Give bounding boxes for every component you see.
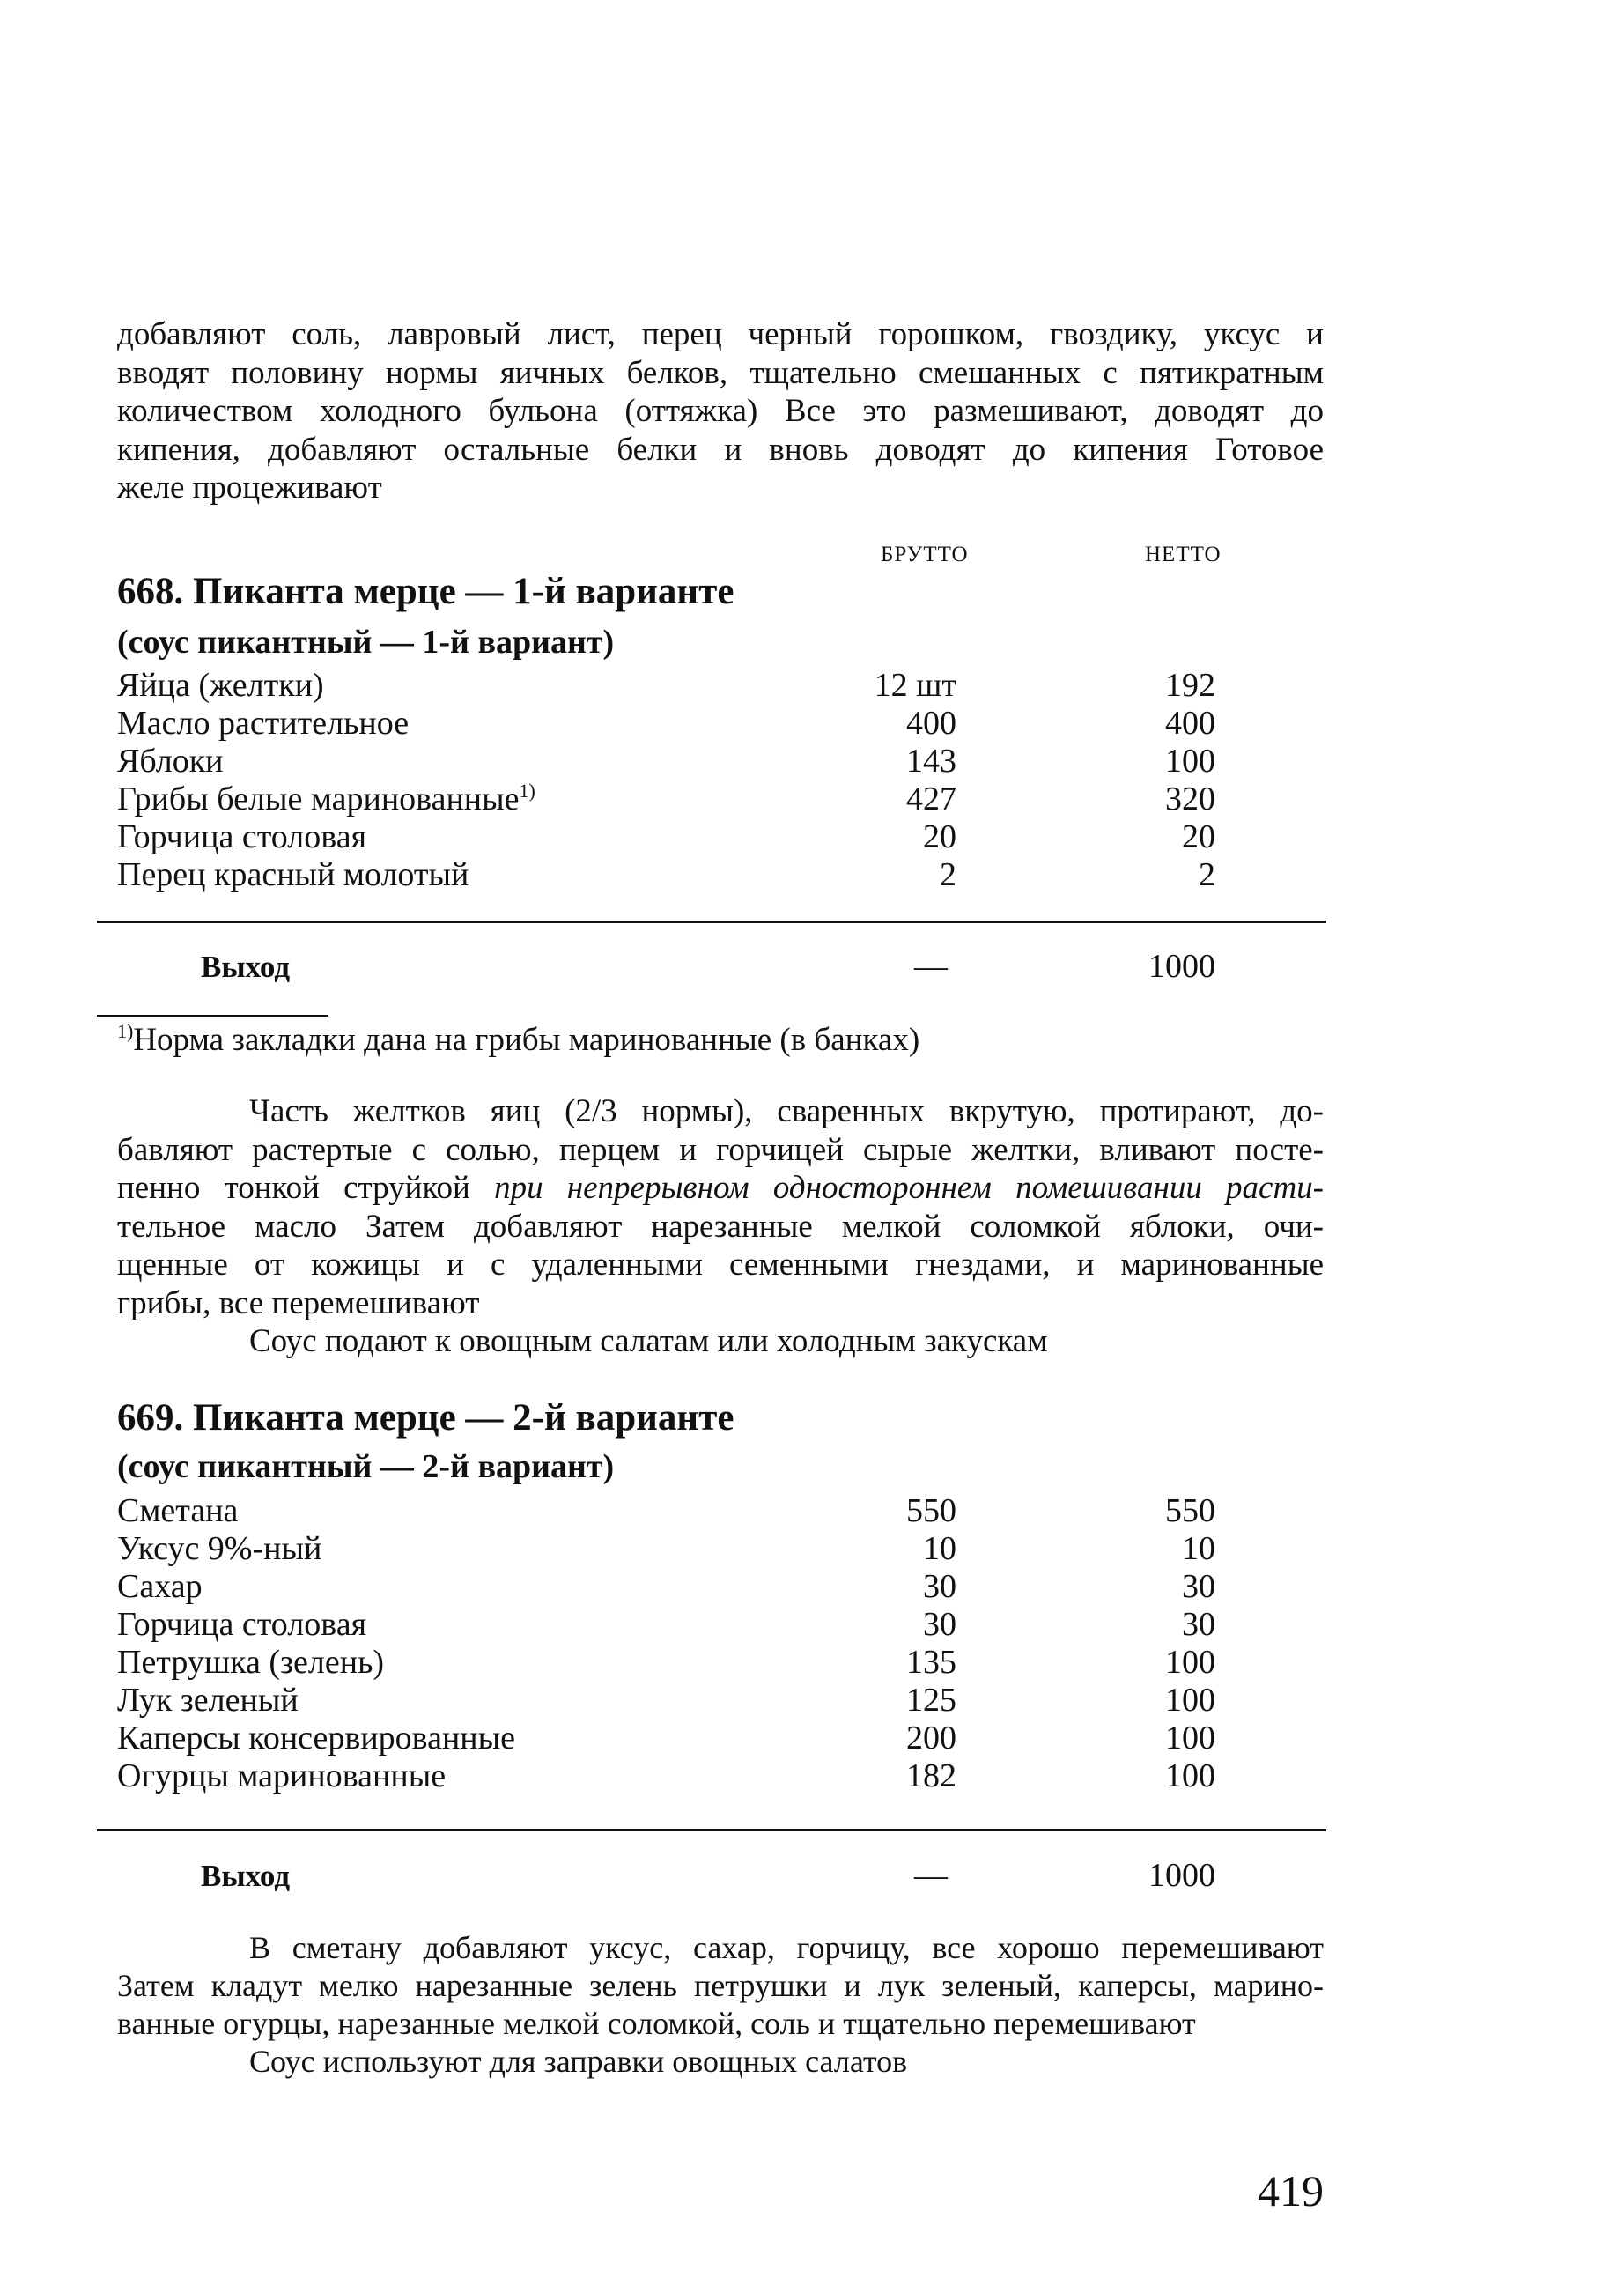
text-line: Соус подают к овощным салатам или холодным закускам [249,1323,1048,1359]
text-line: вводят половину нормы яичных белков, тщательно смешанных с пятикратным [117,354,1324,391]
column-header-brutto: БРУТТО [881,543,969,566]
text-line: Часть желтков яиц (2/3 нормы), сваренных вкрутую, протирают, до- [249,1093,1324,1129]
ingredient-name: Лук зеленый [117,1682,299,1719]
netto-value: 100 [1165,1720,1215,1757]
netto-value: 100 [1165,743,1215,780]
text-line: количеством холодного бульона (оттяжка) Все это размешивают, доводят до [117,393,1324,429]
column-header-netto: НЕТТО [1145,543,1222,566]
recipe-668-method [117,1092,1324,1361]
table-divider [97,1829,1326,1831]
recipe-669-method [117,1929,1324,2081]
yield-brutto: — [914,948,948,985]
brutto-value: 20 [923,818,956,855]
netto-value: 100 [1165,1682,1215,1719]
recipe-668-title: 668. Пиканта мерце — 1-й варианте [117,571,734,612]
text-line: добавляют соль, лавровый лист, перец черный горошком, гвоздику, уксус и [117,316,1324,352]
text-line: щенные от кожицы и с удаленными семенными гнездами, и маринованные [117,1246,1324,1283]
brutto-value: 182 [906,1757,956,1794]
brutto-value: 2 [940,856,956,893]
yield-brutto: — [914,1857,948,1894]
footnote-mark: 1) [117,1020,134,1042]
ingredient-name-text: Грибы белые маринованные [117,780,520,817]
ingredient-name: Сметана [117,1492,239,1529]
brutto-value: 30 [923,1568,956,1605]
brutto-value: 12 шт [874,667,956,704]
footnote [117,1020,919,1059]
recipe-669-title: 669. Пиканта мерце — 2-й варианте [117,1397,734,1439]
footnote-text: Норма закладки дана на грибы маринованные (в банках) [133,1022,920,1058]
ingredient-name: Горчица столовая [117,818,367,855]
netto-value: 550 [1165,1492,1215,1529]
netto-value: 30 [1182,1568,1215,1605]
text-segment: пенно тонкой струйкой [117,1170,470,1206]
recipe-668-subtitle: (соус пикантный — 1-й вариант) [117,624,615,661]
yield-netto: 1000 [1148,1857,1215,1894]
text-line: тельное масло Затем добавляют нарезанные мелкой соломкой яблоки, очи- [117,1208,1324,1245]
brutto-value: 143 [906,743,956,780]
text-line: ванные огурцы, нарезанные мелкой соломкой, соль и тщательно перемешивают [117,2006,1196,2041]
ingredient-name: Яйца (желтки) [117,667,324,704]
yield-label: Выход [201,950,291,984]
ingredient-name: Яблоки [117,743,224,780]
ingredient-name: Каперсы консервированные [117,1720,516,1757]
netto-value: 400 [1165,705,1215,742]
text-line: желе процеживают [117,470,382,506]
netto-value: 192 [1165,667,1215,704]
netto-value: 2 [1199,856,1215,893]
text-line: грибы, все перемешивают [117,1284,480,1321]
ingredient-name: Масло растительное [117,705,410,742]
text-line [117,1169,1324,1208]
yield-label: Выход [201,1859,291,1893]
brutto-value: 400 [906,705,956,742]
text-line: бавляют растертые с солью, перцем и горчицей сырые желтки, вливают посте- [117,1131,1324,1168]
footnote-divider [97,1015,328,1017]
netto-value: 10 [1182,1530,1215,1567]
brutto-value: 550 [906,1492,956,1529]
brutto-value: 125 [906,1682,956,1719]
brutto-value: 200 [906,1720,956,1757]
italic-segment: при непрерывном одностороннем помешивании расти- [469,1170,1324,1206]
text-line: В сметану добавляют уксус, сахар, горчицу, все хорошо перемешивают [249,1930,1324,1965]
netto-value: 20 [1182,818,1215,855]
text-line: кипения, добавляют остальные белки и вновь доводят до кипения Готовое [117,431,1324,468]
footnote-marker: 1) [519,780,535,802]
intro-paragraph [117,315,1324,507]
netto-value: 100 [1165,1644,1215,1681]
page-number: 419 [1258,2166,1324,2215]
ingredient-name: Перец красный молотый [117,856,469,893]
recipe-669-subtitle: (соус пикантный — 2-й вариант) [117,1448,615,1485]
brutto-value: 135 [906,1644,956,1681]
netto-value: 100 [1165,1757,1215,1794]
ingredient-name: Огурцы маринованные [117,1757,447,1794]
text-line: Соус используют для заправки овощных салатов [249,2044,908,2079]
table-divider [97,921,1326,923]
ingredient-name: Горчица столовая [117,1606,367,1643]
ingredient-name: Петрушка (зелень) [117,1644,385,1681]
yield-netto: 1000 [1148,948,1215,985]
brutto-value: 10 [923,1530,956,1567]
brutto-value: 427 [906,780,956,817]
ingredient-name: Сахар [117,1568,203,1605]
ingredient-name [117,780,535,818]
ingredient-name: Уксус 9%-ный [117,1530,322,1567]
brutto-value: 30 [923,1606,956,1643]
text-line: Затем кладут мелко нарезанные зелень петрушки и лук зеленый, каперсы, марино- [117,1968,1324,2003]
netto-value: 30 [1182,1606,1215,1643]
netto-value: 320 [1165,780,1215,817]
